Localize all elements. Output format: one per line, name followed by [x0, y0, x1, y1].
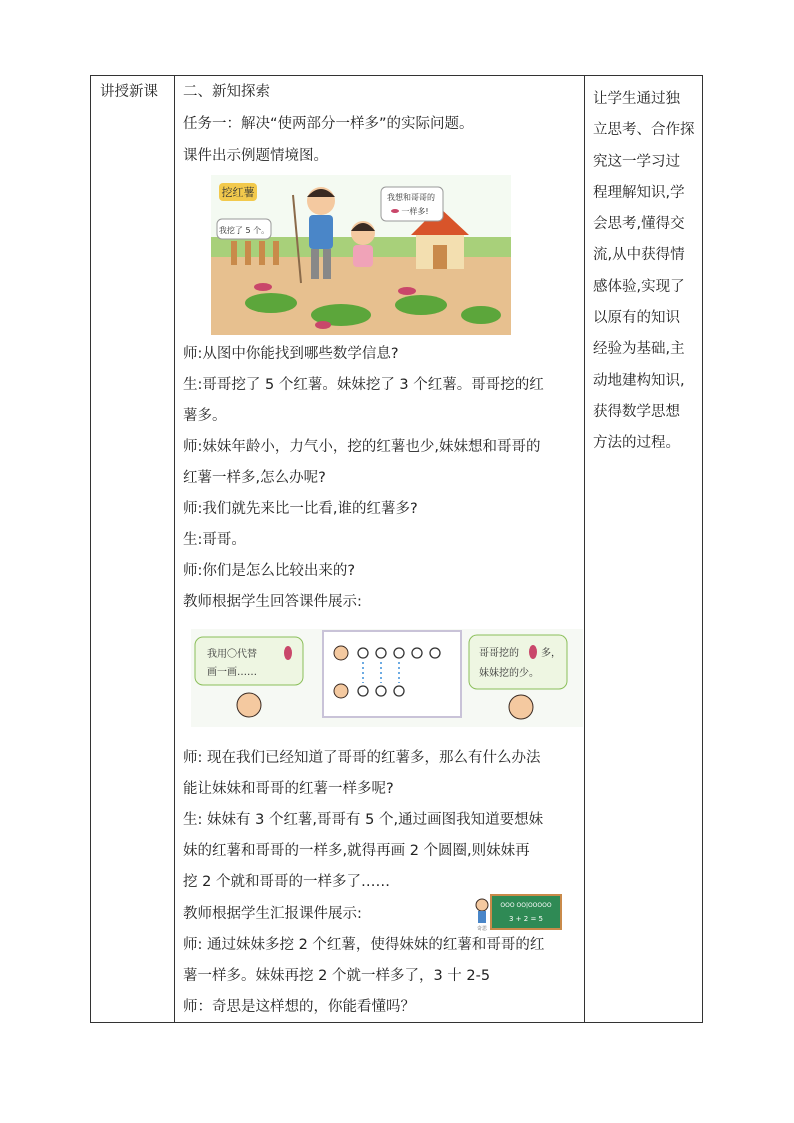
text-line: 生:哥哥。 [183, 532, 246, 548]
blackboard-illustration [473, 893, 563, 931]
section-label: 讲授新课 [100, 84, 158, 100]
text-line: 二、新知探索 [183, 84, 270, 100]
text-line: 妹的红薯和哥哥的一样多,就得再画 2 个圆圈,则妹妹再 [183, 843, 530, 859]
text-line: 薯一样多。妹妹再挖 2 个就一样多了，3 十 2-5 [183, 968, 491, 984]
intent-line: 获得数学思想 [593, 403, 680, 420]
text-line: 师:你们是怎么比较出来的? [183, 563, 356, 579]
text-line: 师：奇思是这样想的，你能看懂吗？ [183, 999, 415, 1015]
text-line: 师:从图中你能找到哪些数学信息? [183, 346, 399, 362]
board-caption: 奇思 [476, 926, 488, 931]
bubble-text: 哥哥挖的 [479, 648, 519, 659]
column-divider [584, 76, 585, 1022]
text-line: 师: 现在我们已经知道了哥哥的红薯多，那么有什么办法 [183, 750, 541, 766]
bubble-text: 我挖了 5 个。 [218, 226, 270, 235]
comparison-illustration [191, 629, 583, 727]
lesson-table [90, 75, 703, 1023]
column-divider [174, 76, 175, 1022]
intent-line: 经验为基础,主 [593, 341, 685, 358]
intent-line: 立思考、合作探 [593, 122, 695, 139]
girl-avatar [509, 695, 533, 719]
text-line: 生: 妹妹有 3 个红薯,哥哥有 5 个,通过画图我知道要想妹 [183, 812, 544, 828]
bubble-text: 妹妹挖的少。 [479, 668, 539, 679]
text-line: 师: 通过妹妹多挖 2 个红薯，使得妹妹的红薯和哥哥的红 [183, 937, 545, 953]
bubble-text: 一样多! [401, 207, 429, 216]
text-line: 任务一：解决“使两部分一样多”的实际问题。 [183, 116, 474, 132]
sweet-potato-icon [391, 209, 399, 213]
bubble-text: 我想和哥哥的 [387, 193, 435, 202]
text-line: 课件出示例题情境图。 [183, 148, 328, 164]
design-intent [593, 84, 699, 460]
intent-line: 动地建构知识, [593, 372, 685, 389]
text-line: 师:妹妹年龄小，力气小，挖的红薯也少,妹妹想和哥哥的 [183, 439, 541, 455]
boy-avatar [237, 693, 261, 717]
text-line: 薯多。 [183, 408, 227, 424]
boy-icon [334, 646, 348, 660]
girl-icon [334, 684, 348, 698]
intent-line: 以原有的知识 [593, 310, 680, 327]
intent-line: 流,从中获得情 [593, 247, 685, 264]
sweet-potato-icon [284, 646, 292, 660]
intent-line: 方法的过程。 [593, 435, 680, 452]
board-circles: OOO OO|OOOOO [500, 902, 552, 909]
sweet-potato-icon [529, 645, 537, 659]
bubble-text: 我用〇代替 [207, 649, 257, 660]
intent-line: 会思考,懂得交 [593, 216, 685, 233]
text-line: 教师根据学生回答课件展示: [183, 594, 362, 610]
intent-line: 让学生通过独 [593, 91, 680, 107]
intent-line: 程理解知识,学 [593, 184, 685, 201]
dig-sweet-potato-illustration [211, 175, 511, 335]
text-line: 生:哥哥挖了 5 个红薯。妹妹挖了 3 个红薯。哥哥挖的红 [183, 377, 544, 393]
text-line: 教师根据学生汇报课件展示: [183, 906, 362, 922]
text-line: 挖 2 个就和哥哥的一样多了…… [183, 874, 390, 890]
text-line: 师:我们就先来比一比看,谁的红薯多? [183, 501, 418, 517]
board-equation: 3 + 2 = 5 [509, 915, 543, 923]
intent-line: 感体验,实现了 [593, 278, 685, 295]
text-line: 红薯一样多,怎么办呢? [183, 470, 326, 486]
text-line: 能让妹妹和哥哥的红薯一样多呢? [183, 781, 394, 797]
bubble-text: 多， [541, 648, 561, 659]
scene-tag: 挖红薯 [221, 186, 255, 199]
intent-line: 究这一学习过 [593, 153, 680, 170]
bubble-text: 画一画…… [207, 667, 257, 678]
